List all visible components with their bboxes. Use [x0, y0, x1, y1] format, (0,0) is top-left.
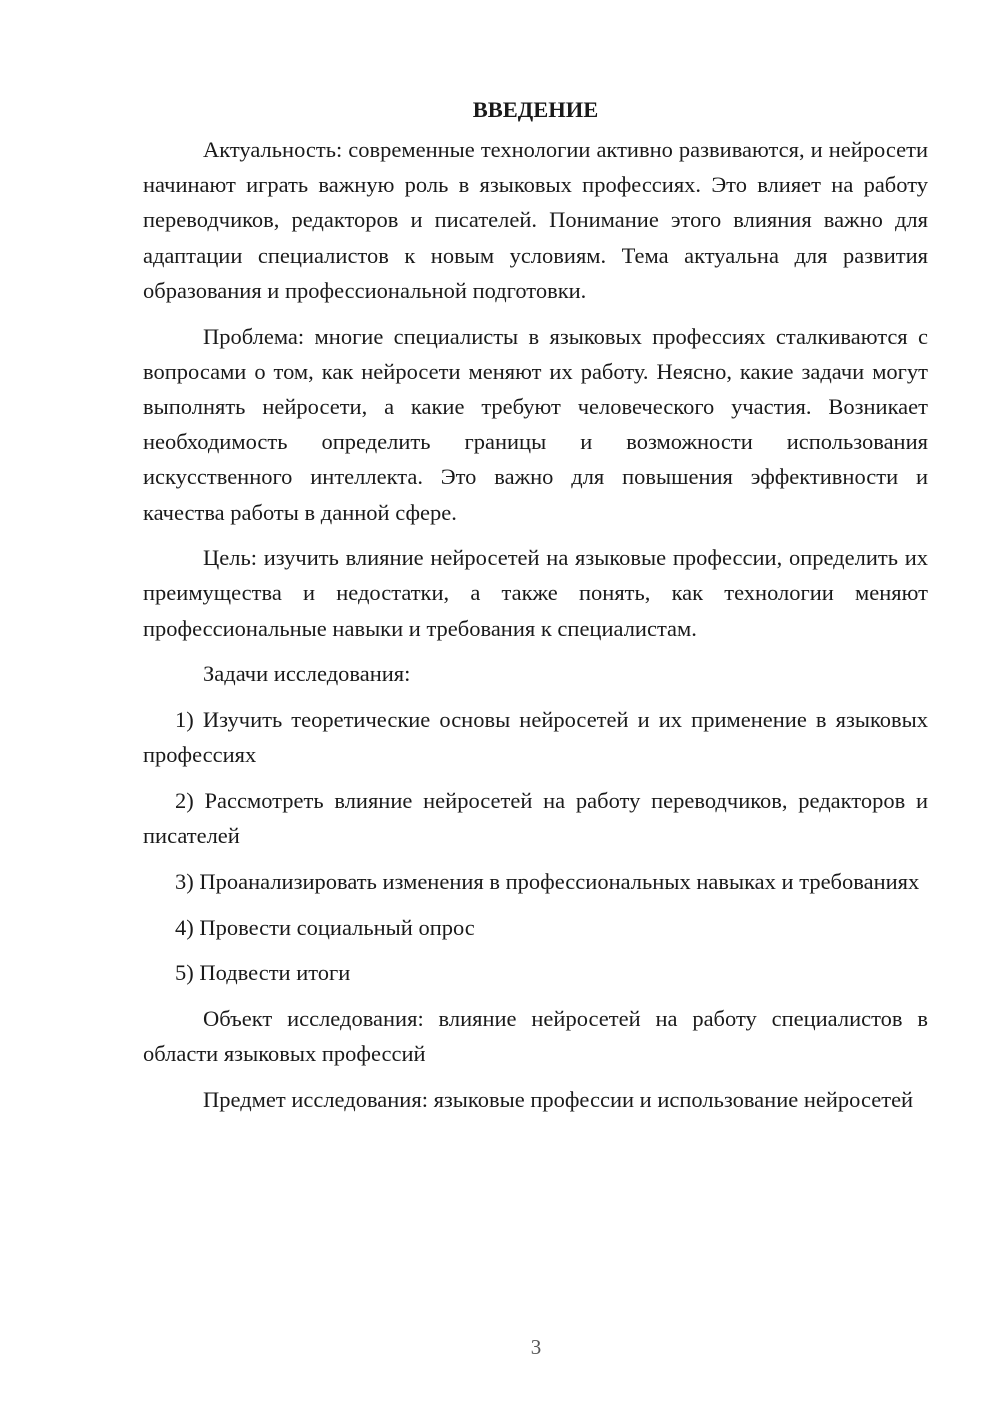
- page-number: 3: [530, 1335, 542, 1359]
- section-title: ВВЕДЕНИЕ: [472, 97, 599, 122]
- task-item: 1) Изучить теоретические основы нейросетей и их применение в языковых профессиях: [143, 707, 928, 768]
- task-item: 3) Проанализировать изменения в профессиональных навыках и требованиях: [175, 868, 920, 894]
- page-content: [143, 92, 928, 1117]
- object-paragraph: Объект исследования: влияние нейросетей на работу специалистов в области языковых профессий: [143, 1005, 928, 1067]
- task-item: 4) Провести социальный опрос: [175, 914, 475, 940]
- subject-paragraph: Предмет исследования: языковые профессии и использование нейросетей: [203, 1086, 914, 1112]
- relevance-paragraph: Актуальность: современные технологии активно развиваются, и нейросети начинают играть важную роль в языковых профессиях. Это влияет на работу переводчиков, редакторов и писателей. Понимание этого влияния важно для адаптации специалистов к новым условиям. Тема актуальна для развития образования и профессиональной подготовки.: [143, 137, 928, 303]
- task-item: 5) Подвести итоги: [175, 960, 351, 986]
- task-item: 2) Рассмотреть влияние нейросетей на работу переводчиков, редакторов и писателей: [143, 787, 928, 849]
- problem-paragraph: Проблема: многие специалисты в языковых профессиях сталкиваются с вопросами о том, как нейросети меняют их работу. Неясно, какие задачи могут выполнять нейросети, а какие требуют человеческого участия. Возникает необходимость определить границы и возможности использования искусственного интеллекта. Это важно для повышения эффективности и качества работы в данной сфере.: [143, 323, 928, 525]
- goal-paragraph: Цель: изучить влияние нейросетей на языковые профессии, определить их преимущества и недостатки, а также понять, как технологии меняют профессиональные навыки и требования к специалистам.: [143, 545, 928, 641]
- tasks-heading: Задачи исследования:: [203, 661, 411, 687]
